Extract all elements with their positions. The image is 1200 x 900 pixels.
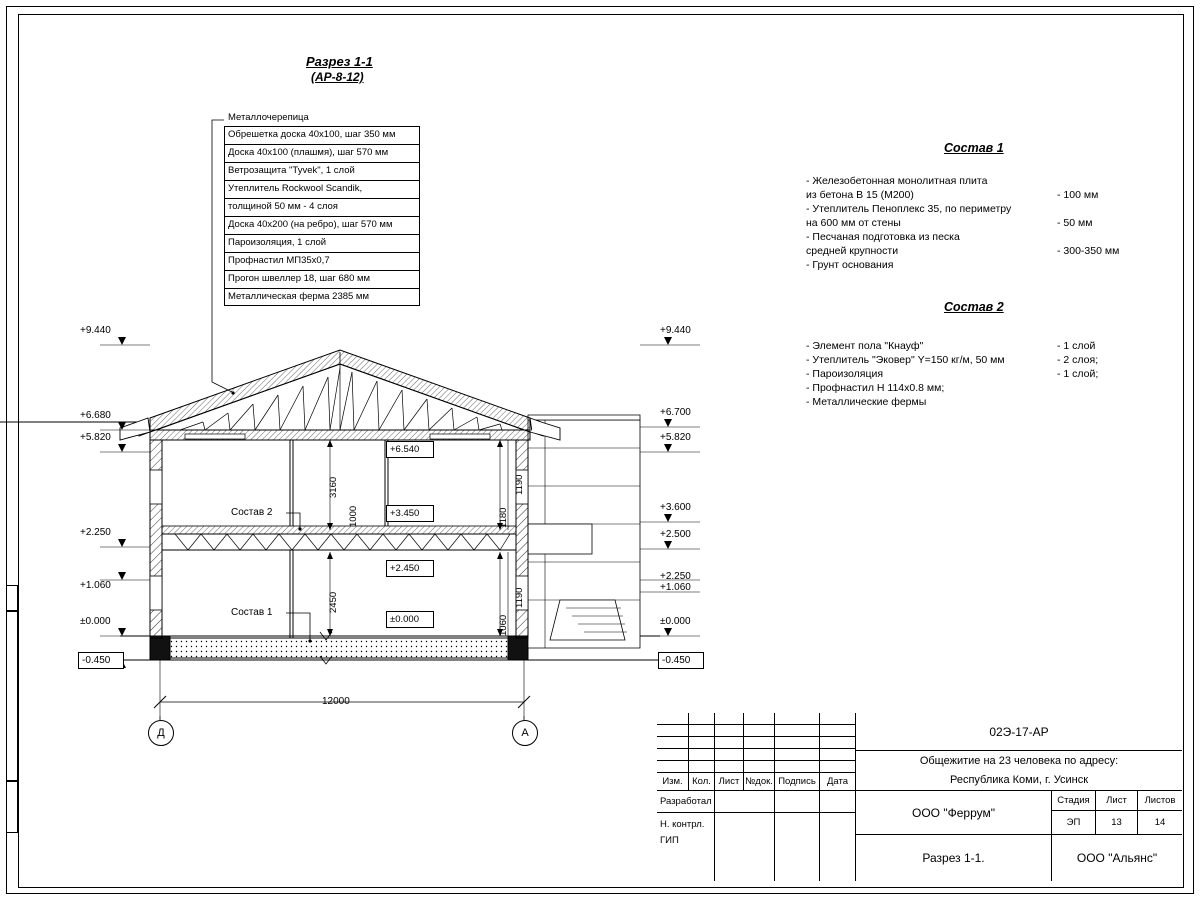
roof-spec-item-5: толщиной 50 мм - 4 слоя: [224, 198, 420, 216]
callout-sostav-1: Состав 1: [231, 607, 273, 618]
rev-cell-r3c1: [689, 749, 715, 761]
sostav2-row-0: - Элемент пола "Кнауф": [806, 340, 924, 352]
elev-right-3: +3.600: [660, 502, 691, 513]
role-gip-date: [820, 835, 856, 881]
drawing-subtitle: (АР-8-12): [311, 70, 364, 84]
rev-cell-r4c2: [715, 761, 744, 773]
rev-cell-r0c1: [689, 713, 715, 725]
elev-left-5: ±0.000: [80, 616, 111, 627]
elev-right-0: +9.440: [660, 325, 691, 336]
rev-cell-r4c4: [775, 761, 820, 773]
sostav2-value-1: - 2 слоя;: [1057, 354, 1099, 366]
stamp-code: 02Э-17-АР: [856, 713, 1182, 751]
vdim-2450: 2450: [328, 591, 339, 613]
rev-cell-r3c2: [715, 749, 744, 761]
sostav1-value-5: - 300-350 мм: [1057, 245, 1120, 257]
roof-spec-item-0: Металлочерепица: [228, 112, 309, 123]
inner-mark-3: ±0.000: [386, 611, 434, 628]
vdim-1190-upper: 1190: [514, 474, 525, 495]
sostav1-value-3: - 50 мм: [1057, 217, 1093, 229]
sostav2-row-2: - Пароизоляция: [806, 368, 884, 380]
role-developer-sign: [775, 791, 820, 813]
role-developer-name: [715, 791, 775, 813]
roof-spec-item-9: Прогон швеллер 18, шаг 680 мм: [224, 270, 420, 288]
rev-header-list: Лист: [715, 773, 744, 791]
rev-header-podpis: Подпись: [775, 773, 820, 791]
elev-right-5: +2.250: [660, 571, 691, 582]
callout-sostav-2: Состав 2: [231, 507, 273, 518]
vdim-1000: 1000: [348, 505, 359, 527]
stamp-company: ООО "Феррум": [856, 791, 1052, 835]
inner-mark-1: +3.450: [386, 505, 434, 522]
role-gip-name: [715, 835, 775, 881]
roof-spec-item-8: Профнастил МП35х0,7: [224, 252, 420, 270]
sostav2-row-4: - Металлические фермы: [806, 396, 927, 408]
roof-spec-item-10: Металлическая ферма 2385 мм: [224, 288, 420, 306]
rev-cell-r4c5: [820, 761, 856, 773]
elev-right-6: +1.060: [660, 582, 691, 593]
rev-header-kol: Кол.: [689, 773, 715, 791]
sostav1-title: Состав 1: [944, 141, 1004, 155]
stamp-object-line2: Республика Коми, г. Усинск: [856, 770, 1182, 791]
elev-right-2: +5.820: [660, 432, 691, 443]
elev-left-6: -0.450: [78, 652, 124, 669]
elev-left-1: +6.680: [80, 410, 111, 421]
rev-cell-r1c3: [744, 725, 775, 737]
rev-header-izm: Изм.: [657, 773, 689, 791]
vdim-3160: 3160: [328, 476, 339, 498]
rev-cell-r2c2: [715, 737, 744, 749]
rev-cell-r2c5: [820, 737, 856, 749]
rev-cell-r0c3: [744, 713, 775, 725]
axis-marker-d: Д: [148, 720, 174, 746]
role-controller-name: [715, 813, 775, 835]
role-developer-date: [820, 791, 856, 813]
rev-cell-r3c3: [744, 749, 775, 761]
sostav2-title: Состав 2: [944, 300, 1004, 314]
rev-cell-r4c3: [744, 761, 775, 773]
stamp-stage-header: Стадия: [1052, 791, 1096, 811]
drawing-title: Разрез 1-1: [306, 54, 373, 69]
elev-left-0: +9.440: [80, 325, 111, 336]
elev-left-2: +5.820: [80, 432, 111, 443]
rev-cell-r3c5: [820, 749, 856, 761]
roof-spec-item-7: Пароизоляция, 1 слой: [224, 234, 420, 252]
stamp-sheet-header: Лист: [1096, 791, 1138, 811]
stamp-object-line1: Общежитие на 23 человека по адресу:: [856, 751, 1182, 770]
sostav2-value-0: - 1 слой: [1057, 340, 1096, 352]
stamp-sheets-header: Листов: [1138, 791, 1182, 811]
rev-cell-r0c5: [820, 713, 856, 725]
stamp-designer: ООО "Альянс": [1052, 835, 1182, 881]
stamp-sheet-name: Разрез 1-1.: [856, 835, 1052, 881]
role-gip-sign: [775, 835, 820, 881]
sostav1-value-1: - 100 мм: [1057, 189, 1099, 201]
rev-cell-r1c0: [657, 725, 689, 737]
roof-spec-item-6: Доска 40х200 (на ребро), шаг 570 мм: [224, 216, 420, 234]
role-controller-sign: [775, 813, 820, 835]
elev-right-7: ±0.000: [660, 616, 691, 627]
sostav1-row-0: - Железобетонная монолитная плита: [806, 175, 988, 187]
sostav1-row-1: из бетона В 15 (М200): [806, 189, 914, 201]
rev-cell-r0c0: [657, 713, 689, 725]
rev-cell-r4c0: [657, 761, 689, 773]
role-gip: ГИП: [657, 835, 715, 881]
vdim-1190-lower: 1190: [514, 587, 525, 608]
stamp-sheet-value: 13: [1096, 811, 1138, 835]
elev-left-3: +2.250: [80, 527, 111, 538]
sostav1-row-2: - Утеплитель Пеноплекс 35, по периметру: [806, 203, 1012, 215]
elev-right-4: +2.500: [660, 529, 691, 540]
rev-cell-r0c4: [775, 713, 820, 725]
overall-dimension: 12000: [322, 696, 350, 707]
rev-header-ndok: №док.: [744, 773, 775, 791]
stamp-stage-value: ЭП: [1052, 811, 1096, 835]
sostav1-row-4: - Песчаная подготовка из песка: [806, 231, 960, 243]
rev-cell-r0c2: [715, 713, 744, 725]
vdim-1060: 1060: [498, 614, 509, 636]
sostav2-row-3: - Профнастил Н 114х0.8 мм;: [806, 382, 945, 394]
stamp-sheets-value: 14: [1138, 811, 1182, 835]
inner-mark-2: +2.450: [386, 560, 434, 577]
role-developer: Разработал: [657, 791, 715, 813]
rev-cell-r4c1: [689, 761, 715, 773]
rev-cell-r2c1: [689, 737, 715, 749]
axis-marker-a: А: [512, 720, 538, 746]
sostav2-row-1: - Утеплитель "Эковер" Y=150 кг/м, 50 мм: [806, 354, 1005, 366]
roof-spec-item-2: Доска 40х100 (плашмя), шаг 570 мм: [224, 144, 420, 162]
rev-cell-r1c2: [715, 725, 744, 737]
rev-cell-r1c1: [689, 725, 715, 737]
elev-right-8: -0.450: [658, 652, 704, 669]
sostav1-row-6: - Грунт основания: [806, 259, 894, 271]
rev-cell-r1c4: [775, 725, 820, 737]
roof-spec-item-3: Ветрозащита "Tyvek", 1 слой: [224, 162, 420, 180]
rev-cell-r3c4: [775, 749, 820, 761]
sostav1-row-3: на 600 мм от стены: [806, 217, 901, 229]
rev-cell-r1c5: [820, 725, 856, 737]
role-controller-date: [820, 813, 856, 835]
sostav2-value-2: - 1 слой;: [1057, 368, 1099, 380]
roof-spec-item-4: Утеплитель Rockwool Scandik,: [224, 180, 420, 198]
sostav1-row-5: средней крупности: [806, 245, 899, 257]
rev-cell-r2c4: [775, 737, 820, 749]
elev-right-1: +6.700: [660, 407, 691, 418]
elev-left-4: +1.060: [80, 580, 111, 591]
role-controller: Н. контрл.: [657, 813, 715, 835]
rev-cell-r2c0: [657, 737, 689, 749]
vdim-1180: 1180: [498, 507, 509, 528]
rev-cell-r2c3: [744, 737, 775, 749]
rev-cell-r3c0: [657, 749, 689, 761]
inner-mark-0: +6.540: [386, 441, 434, 458]
roof-spec-item-1: Обрешетка доска 40х100, шаг 350 мм: [224, 126, 420, 144]
rev-header-data: Дата: [820, 773, 856, 791]
